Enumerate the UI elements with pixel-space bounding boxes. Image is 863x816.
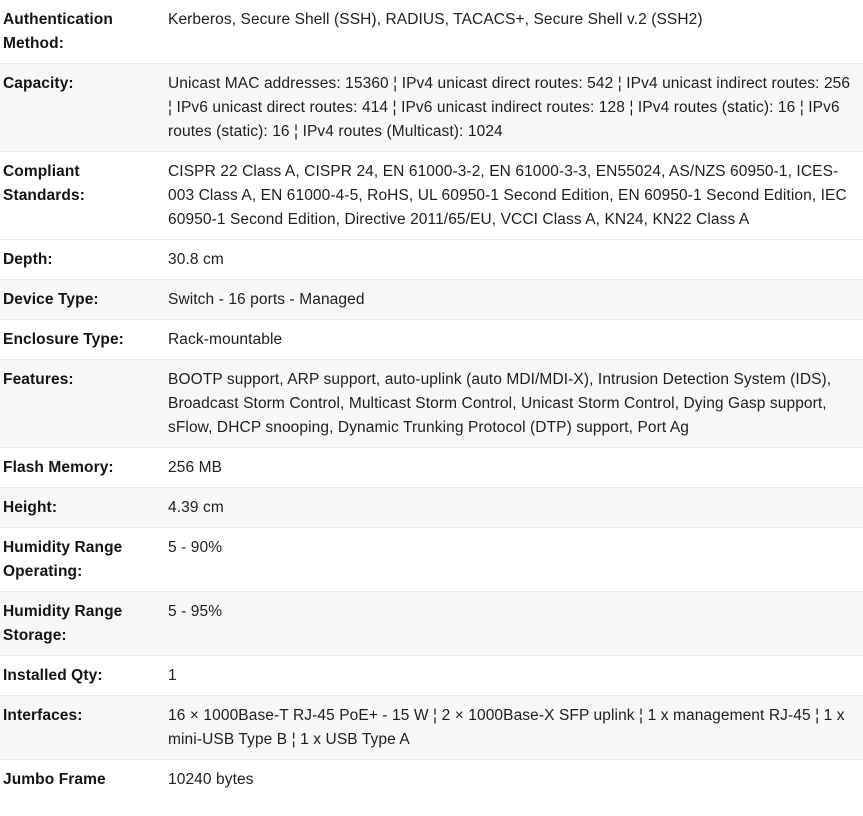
spec-value: 30.8 cm	[168, 251, 224, 268]
spec-row	[0, 279, 863, 319]
spec-value: 10240 bytes	[168, 771, 254, 788]
spec-row	[0, 759, 863, 799]
spec-value: Switch - 16 ports - Managed	[168, 291, 365, 308]
spec-label: Enclosure Type:	[3, 331, 124, 348]
spec-row	[0, 0, 863, 63]
spec-label: Device Type:	[3, 291, 99, 308]
spec-label: Compliant Standards:	[3, 163, 85, 204]
spec-row	[0, 591, 863, 655]
spec-label: Interfaces:	[3, 707, 83, 724]
spec-label: Authentication Method:	[3, 11, 113, 52]
spec-row	[0, 63, 863, 151]
spec-row	[0, 359, 863, 447]
spec-label: Height:	[3, 499, 58, 516]
spec-row	[0, 447, 863, 487]
spec-value: 256 MB	[168, 459, 223, 476]
spec-row	[0, 655, 863, 695]
spec-value: 16 × 1000Base-T RJ-45 PoE+ - 15 W ¦ 2 × 1000Base-X SFP uplink ¦ 1 x management RJ-45 ¦ 1 x mini-USB Type B ¦ 1 x USB Type A	[168, 707, 845, 748]
spec-row	[0, 151, 863, 239]
spec-label: Humidity Range Storage:	[3, 603, 123, 644]
spec-row	[0, 239, 863, 279]
spec-label: Flash Memory:	[3, 459, 114, 476]
spec-value: Unicast MAC addresses: 15360 ¦ IPv4 unicast direct routes: 542 ¦ IPv4 unicast indirect routes: 256 ¦ IPv6 unicast direct routes: 414 ¦ IPv6 unicast indirect routes: 128 ¦ IPv4 routes (static): 16 ¦ IPv6 routes (static): 16 ¦ IPv4 routes (Multicast): 1024	[168, 75, 851, 140]
spec-row	[0, 319, 863, 359]
spec-label: Installed Qty:	[3, 667, 103, 684]
spec-value: Rack-mountable	[168, 331, 283, 348]
spec-label: Jumbo Frame	[3, 771, 106, 788]
spec-value: BOOTP support, ARP support, auto-uplink (auto MDI/MDI-X), Intrusion Detection System (IDS), Broadcast Storm Control, Multicast Storm Control, Unicast Storm Control, Dying Gasp support, sFlow, DHCP snooping, Dynamic Trunking Protocol (DTP) support, Port Ag	[168, 371, 832, 436]
spec-value: 5 - 95%	[168, 603, 223, 620]
spec-row	[0, 527, 863, 591]
spec-value: 1	[168, 667, 177, 684]
spec-row	[0, 695, 863, 759]
spec-value: Kerberos, Secure Shell (SSH), RADIUS, TACACS+, Secure Shell v.2 (SSH2)	[168, 11, 703, 28]
spec-value: CISPR 22 Class A, CISPR 24, EN 61000-3-2, EN 61000-3-3, EN55024, AS/NZS 60950-1, ICES-003 Class A, EN 61000-4-5, RoHS, UL 60950-1 Second Edition, EN 60950-1 Second Edition, IEC 60950-1 Second Edition, Directive 2011/65/EU, VCCI Class A, KN24, KN22 Class A	[168, 163, 847, 228]
spec-label: Capacity:	[3, 75, 74, 92]
spec-value: 5 - 90%	[168, 539, 223, 556]
spec-value: 4.39 cm	[168, 499, 224, 516]
spec-label: Depth:	[3, 251, 53, 268]
spec-label: Features:	[3, 371, 74, 388]
spec-row	[0, 487, 863, 527]
spec-label: Humidity Range Operating:	[3, 539, 123, 580]
